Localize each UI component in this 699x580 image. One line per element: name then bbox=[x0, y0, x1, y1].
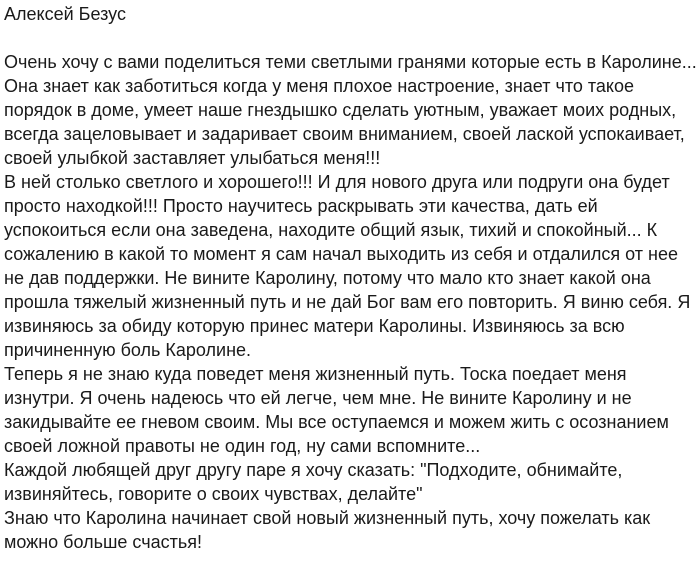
post-line: прошла тяжелый жизненный путь и не дай Бог вам его повторить. Я виню себя. Я bbox=[4, 292, 691, 312]
post-line: всегда зацеловывает и задаривает своим вниманием, своей лаской успокаивает, bbox=[4, 124, 685, 144]
post-line: порядок в доме, умеет наше гнездышко сделать уютным, уважает моих родных, bbox=[4, 100, 677, 120]
post-line: Она знает как заботиться когда у меня плохое настроение, знает что такое bbox=[4, 76, 635, 96]
post-line: извиняйтесь, говорите о своих чувствах, делайте" bbox=[4, 484, 423, 504]
post-line: Очень хочу с вами поделиться теми светлыми гранями которые есть в Каролине... bbox=[4, 52, 697, 72]
post-line: Знаю что Каролина начинает свой новый жизненный путь, хочу пожелать как bbox=[4, 508, 651, 528]
author-name: Алексей Безус bbox=[4, 4, 126, 24]
post-line: причиненную боль Каролине. bbox=[4, 340, 252, 360]
post-line: просто находкой!!! Просто научитесь раскрывать эти качества, дать ей bbox=[4, 196, 598, 216]
post-line: успокоиться если она заведена, находите общий язык, тихий и спокойный... К bbox=[4, 220, 658, 240]
post-line: сожалению в какой то момент я сам начал выходить из себя и отдалился от нее bbox=[4, 244, 678, 264]
post-line: изнутри. Я очень надеюсь что ей легче, чем мне. Не вините Каролину и не bbox=[4, 388, 632, 408]
post-line: закидывайте ее гневом своим. Мы все оступаемся и можем жить с осознанием bbox=[4, 412, 669, 432]
post-line: В ней столько светлого и хорошего!!! И для нового друга или подруги она будет bbox=[4, 172, 670, 192]
post-line: можно больше счастья! bbox=[4, 532, 202, 552]
post-line: своей ложной правоты не один год, ну сами вспомните... bbox=[4, 436, 481, 456]
post-line: извиняюсь за обиду которую принес матери Каролины. Извиняюсь за всю bbox=[4, 316, 625, 336]
post-line: Каждой любящей друг другу паре я хочу сказать: "Подходите, обнимайте, bbox=[4, 460, 623, 480]
post-line: не дав поддержки. Не вините Каролину, потому что мало кто знает какой она bbox=[4, 268, 651, 288]
post-line: Теперь я не знаю куда поведет меня жизненный путь. Тоска поедает меня bbox=[4, 364, 627, 384]
post-body bbox=[4, 50, 695, 554]
post-line: своей улыбкой заставляет улыбаться меня!!! bbox=[4, 148, 381, 168]
